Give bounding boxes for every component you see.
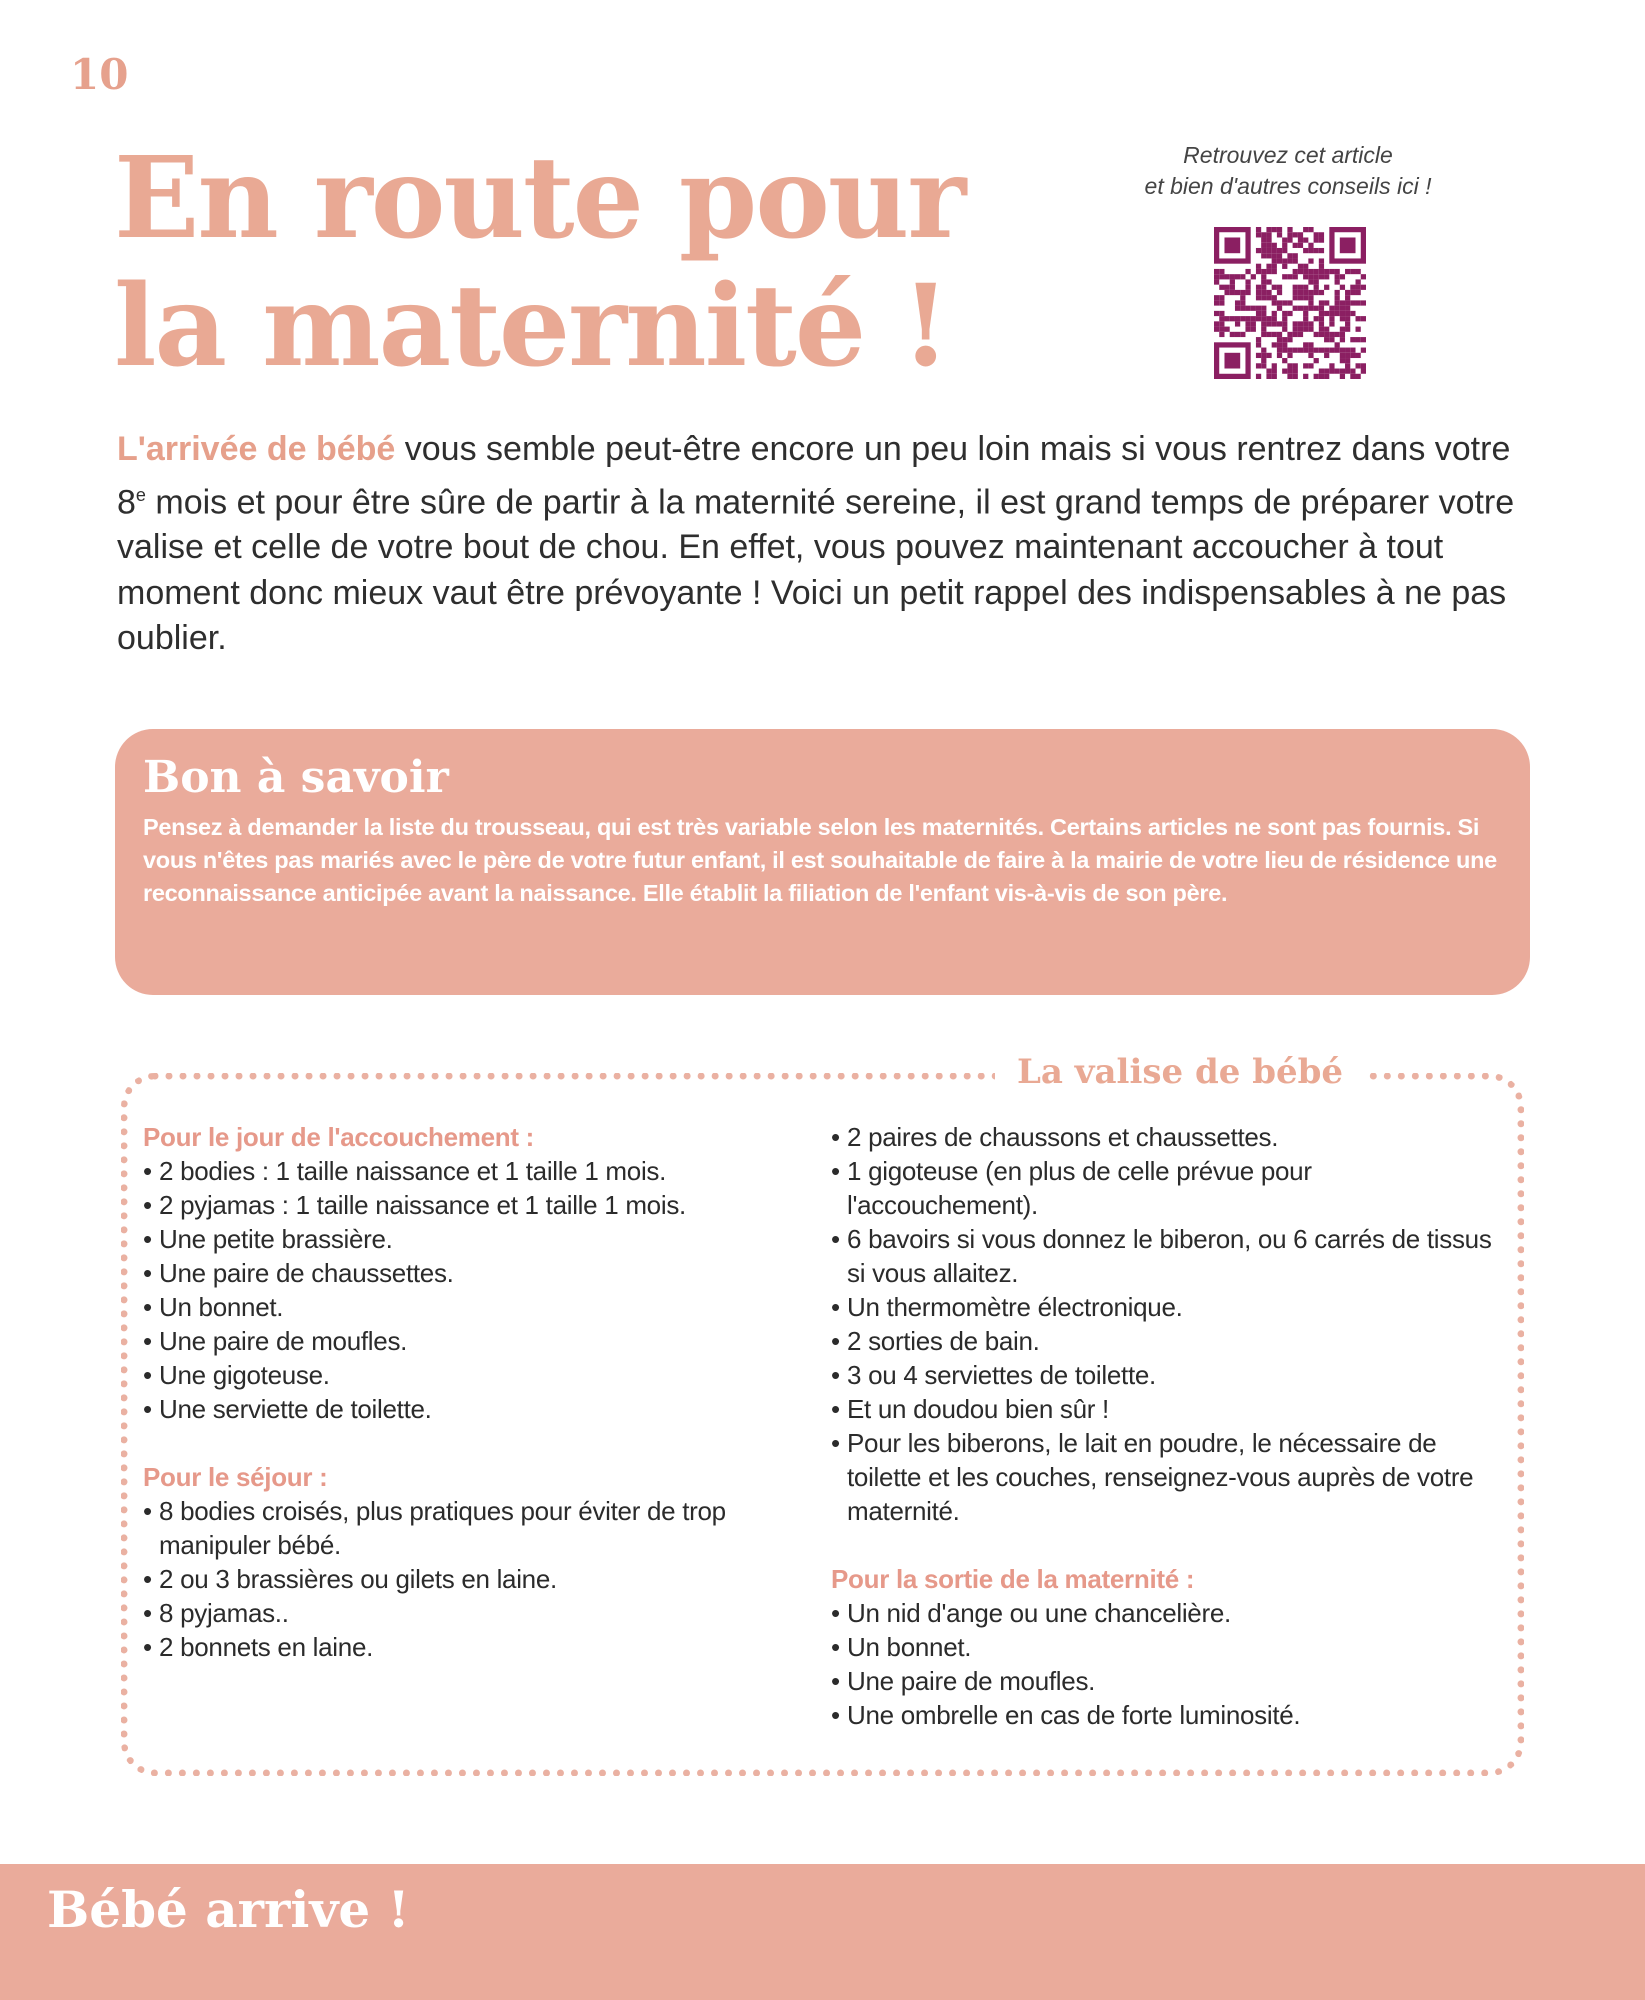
- list-item: • 2 bonnets en laine.: [143, 1630, 793, 1664]
- qr-caption-line-1: Retrouvez cet article: [1183, 142, 1393, 168]
- intro-highlight: L'arrivée de bébé: [117, 430, 396, 468]
- list-item: • 8 bodies croisés, plus pratiques pour éviter de trop manipuler bébé.: [143, 1494, 793, 1562]
- page-number: 10: [70, 50, 129, 99]
- list-item: • 1 gigoteuse (en plus de celle prévue pour l'accouchement).: [831, 1154, 1496, 1222]
- list-item: • Un thermomètre électronique.: [831, 1290, 1496, 1324]
- list-item: • Et un doudou bien sûr !: [831, 1392, 1496, 1426]
- valise-column-left: [143, 1120, 793, 1698]
- valise-title: La valise de bébé: [995, 1052, 1365, 1092]
- title-line-1: En route pour: [114, 133, 965, 264]
- list-item: • 6 bavoirs si vous donnez le biberon, ou 6 carrés de tissus si vous allaitez.: [831, 1222, 1496, 1290]
- intro-text-1: vous semble peut-être encore un peu loin mais si vous rentrez dans votre 8: [117, 430, 1511, 521]
- list-item: • 3 ou 4 serviettes de toilette.: [831, 1358, 1496, 1392]
- list-item: • 2 pyjamas : 1 taille naissance et 1 taille 1 mois.: [143, 1188, 793, 1222]
- valise-column-right: [831, 1120, 1496, 1766]
- tip-title: Bon à savoir: [143, 752, 449, 803]
- intro-text-2: mois et pour être sûre de partir à la maternité sereine, il est grand temps de préparer votre valise et celle de votre bout de chou. En effet, vous pouvez maintenant accoucher à tout moment donc mieux vaut être prévoyante ! Voici un petit rappel des indispensables à ne pas oublier.: [117, 482, 1515, 658]
- qr-caption-line-2: et bien d'autres conseils ici !: [1144, 173, 1432, 199]
- intro-superscript: e: [135, 484, 146, 505]
- list-item: • Une gigoteuse.: [143, 1358, 793, 1392]
- list-item: • 2 bodies : 1 taille naissance et 1 taille 1 mois.: [143, 1154, 793, 1188]
- checklist: [831, 1120, 1496, 1528]
- qr-code-icon[interactable]: [1212, 227, 1368, 379]
- page-title: [114, 135, 964, 391]
- list-item: • Une paire de moufles.: [831, 1664, 1496, 1698]
- title-line-2: la maternité !: [114, 261, 949, 392]
- list-item: • Un nid d'ange ou une chancelière.: [831, 1596, 1496, 1630]
- list-item: • 8 pyjamas..: [143, 1596, 793, 1630]
- section-title: Pour la sortie de la maternité :: [831, 1564, 1195, 1594]
- list-item: • Pour les biberons, le lait en poudre, le nécessaire de toilette et les couches, renseignez-vous auprès de votre maternité.: [831, 1426, 1496, 1528]
- qr-caption: [1108, 140, 1468, 202]
- tip-text: Pensez à demander la liste du trousseau, qui est très variable selon les maternités. Certains articles ne sont pas fournis. Si vous n'êtes pas mariés avec le père de votre futur enfant, il est souhaitable de faire à la mairie de votre lieu de résidence une reconnaissance anticipée avant la naissance. Elle établit la filiation de l'enfant vis-à-vis de son père.: [143, 814, 1497, 906]
- checklist: [831, 1596, 1496, 1732]
- intro-paragraph: [117, 427, 1537, 662]
- list-item: • Une serviette de toilette.: [143, 1392, 793, 1426]
- list-item: • 2 paires de chaussons et chaussettes.: [831, 1120, 1496, 1154]
- list-item: • 2 sorties de bain.: [831, 1324, 1496, 1358]
- section-title: Pour le jour de l'accouchement :: [143, 1122, 535, 1152]
- list-item: • 2 ou 3 brassières ou gilets en laine.: [143, 1562, 793, 1596]
- list-item: • Un bonnet.: [143, 1290, 793, 1324]
- footer-label: Bébé arrive !: [47, 1880, 410, 1939]
- list-item: • Un bonnet.: [831, 1630, 1496, 1664]
- list-item: • Une paire de moufles.: [143, 1324, 793, 1358]
- checklist: [143, 1494, 793, 1664]
- list-item: • Une paire de chaussettes.: [143, 1256, 793, 1290]
- tip-box: [115, 729, 1530, 995]
- list-item: • Une ombrelle en cas de forte luminosité.: [831, 1698, 1496, 1732]
- list-item: • Une petite brassière.: [143, 1222, 793, 1256]
- section-title: Pour le séjour :: [143, 1462, 328, 1492]
- checklist: [143, 1154, 793, 1426]
